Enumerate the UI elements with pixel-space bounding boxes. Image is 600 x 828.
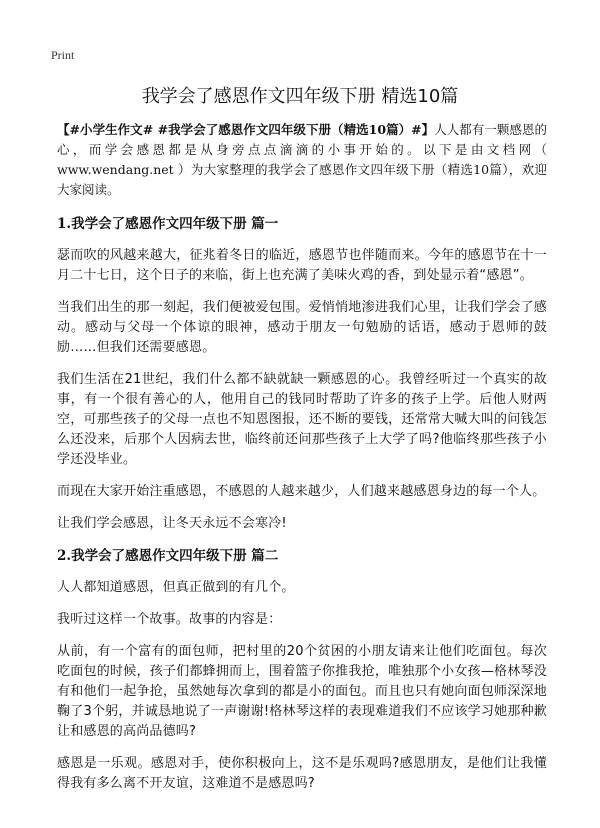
paragraph: 我们生活在21世纪，我们什么都不缺就缺一颗感恩的心。我曾经听过一个真实的故事，有一个很有善心的人，他用自己的钱同时帮助了许多的孩子上学。后他人财两空，可那些孩子的父母一点也不知恩图报，还不断的要钱，还常常大喊大叫的问钱怎么还没来，后那个人因病去世，临终前还问那些孩子上大学了吗?他临终那些孩子小学还没毕业。 xyxy=(57,372,547,467)
paragraph: 让我们学会感恩，让冬天永远不会寒冷! xyxy=(57,516,287,531)
intro-text: 人人都有一颗感恩的心，而学会感恩都是从身旁点点滴滴的小事开始的。以下是由文档网（ www.wendang.net ）为大家整理的我学会了感恩作文四年级下册（精选10篇），欢迎大家阅读。 xyxy=(57,122,547,197)
section-heading: 2.我学会了感恩作文四年级下册 篇二 xyxy=(57,548,279,564)
document-body xyxy=(57,120,547,806)
paragraph: 从前，有一个富有的面包师，把村里的20个贫困的小朋友请来让他们吃面包。每次吃面包的时候，孩子们都蜂拥而上，围着篮子你推我抢，唯独那个小女孩—格林琴没有和他们一起争抢，虽然她每次拿到的都是小的面包。而且也只有她向面包师深深地鞠了3个躬，并诚恳地说了一声谢谢!格林琴这样的表现难道我们不应该学习她那种歉让和感恩的高尚品德吗? xyxy=(57,644,547,739)
paragraph: 而现在大家开始注重感恩，不感恩的人越来越少，人们越来越感恩身边的每一个人。 xyxy=(57,484,546,499)
page-title: 我学会了感恩作文四年级下册 精选10篇 xyxy=(141,86,459,107)
section-2 xyxy=(57,546,547,794)
paragraph: 瑟而吹的风越来越大，征兆着冬日的临近，感恩节也伴随而来。今年的感恩节在十一月二十七日，这个日子的来临，街上也充满了美味火鸡的香，到处显示着“感恩”。 xyxy=(57,248,547,283)
paragraph: 人人都知道感恩，但真正做到的有几个。 xyxy=(57,580,295,595)
paragraph: 感恩是一乐观。感恩对手，使你积极向上，这不是乐观吗?感恩朋友，是他们让我懂得我有多么离不开友谊，这难道不是感恩吗? xyxy=(57,756,547,791)
paragraph: 当我们出生的那一刻起，我们便被爱包围。爱悄悄地渗进我们心里，让我们学会了感动。感动与父母一个体谅的眼神，感动于朋友一句勉励的话语，感动于恩师的鼓励……但我们还需要感恩。 xyxy=(57,300,547,355)
section-1 xyxy=(57,214,547,534)
paragraph: 我听过这样一个故事。故事的内容是： xyxy=(57,612,282,627)
intro-paragraph xyxy=(57,120,547,200)
section-heading: 1.我学会了感恩作文四年级下册 篇一 xyxy=(57,216,279,232)
intro-tag: 【#小学生作文# #我学会了感恩作文四年级下册（精选10篇）#】 xyxy=(57,122,435,137)
print-label: Print xyxy=(51,48,75,62)
